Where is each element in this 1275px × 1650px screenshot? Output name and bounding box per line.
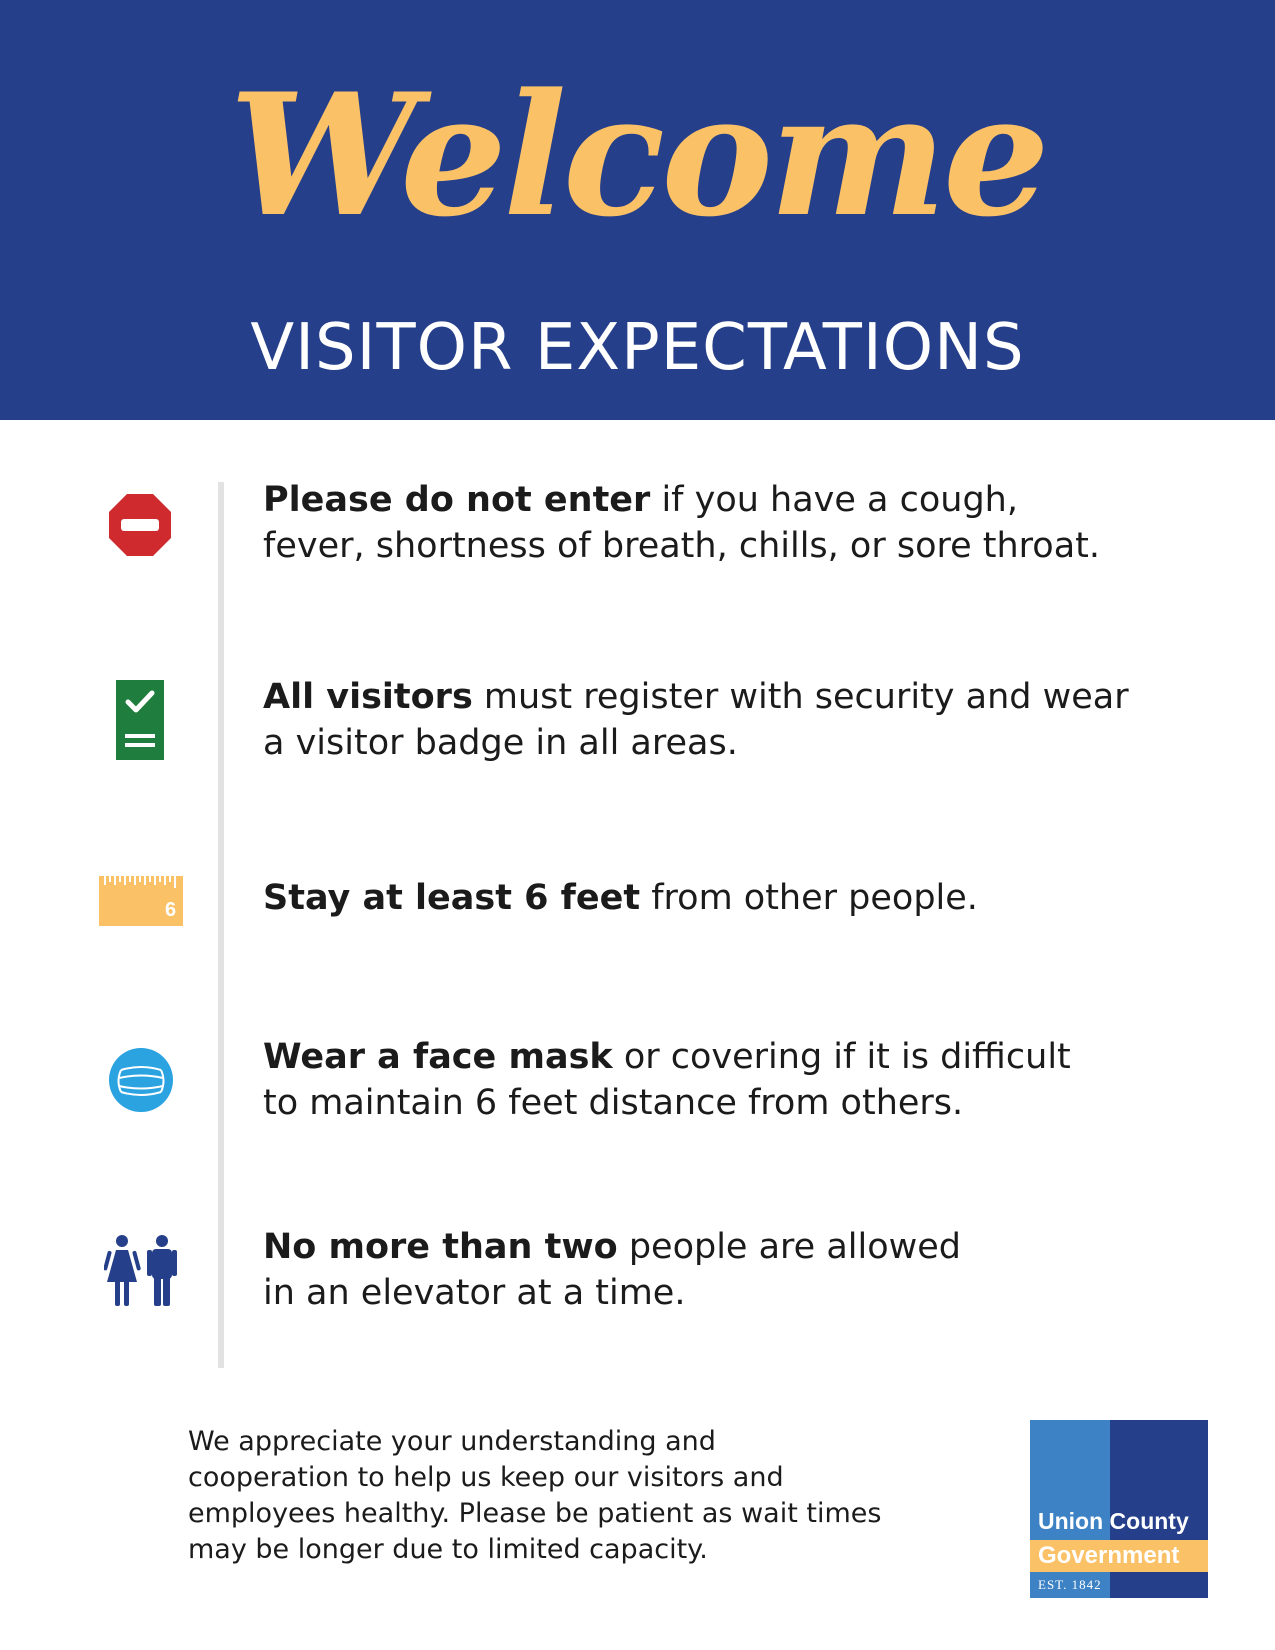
rule-line-1 bbox=[263, 477, 1263, 523]
people-icon bbox=[104, 1234, 180, 1306]
logo-established: EST. 1842 bbox=[1038, 1577, 1102, 1592]
footer-line: employees healthy. Please be patient as wait times bbox=[188, 1498, 882, 1529]
rule-text-rest: if you have a cough, bbox=[650, 480, 1018, 520]
rule-elevator bbox=[263, 1224, 1263, 1316]
logo-name-line-1 bbox=[1038, 1506, 1189, 1536]
rule-bold-text: All visitors bbox=[263, 677, 473, 717]
checklist-badge-icon bbox=[116, 680, 164, 760]
rule-line-2: a visitor badge in all areas. bbox=[263, 723, 738, 763]
footer-message bbox=[188, 1424, 968, 1568]
rule-line-1 bbox=[263, 1034, 1263, 1080]
ruler-number: 6 bbox=[165, 899, 177, 921]
rule-text-rest: people are allowed bbox=[617, 1227, 962, 1267]
logo-word-county: County bbox=[1109, 1508, 1189, 1534]
rule-line-1 bbox=[263, 674, 1263, 720]
face-mask-icon bbox=[108, 1048, 174, 1112]
rule-face-mask bbox=[263, 1034, 1263, 1126]
county-logo bbox=[1030, 1420, 1208, 1598]
footer-line: may be longer due to limited capacity. bbox=[188, 1534, 708, 1565]
footer-line: We appreciate your understanding and bbox=[188, 1426, 716, 1457]
rule-text-rest: or covering if it is difficult bbox=[612, 1037, 1071, 1077]
page-subtitle: VISITOR EXPECTATIONS bbox=[250, 311, 1025, 385]
rule-visitor-badge bbox=[263, 674, 1263, 766]
rule-text-rest: from other people. bbox=[640, 878, 978, 918]
rule-line-1 bbox=[263, 1224, 1263, 1270]
rule-distance bbox=[263, 875, 1263, 921]
rule-bold-text: Wear a face mask bbox=[263, 1037, 613, 1077]
footer-line: cooperation to help us keep our visitors and bbox=[188, 1462, 784, 1493]
rule-line-2: fever, shortness of breath, chills, or sore throat. bbox=[263, 526, 1101, 566]
logo-word-government: Government bbox=[1038, 1542, 1180, 1569]
rule-line-2: to maintain 6 feet distance from others. bbox=[263, 1083, 964, 1123]
ruler-icon bbox=[99, 876, 183, 926]
rule-bold-text: Stay at least 6 feet bbox=[263, 878, 641, 918]
rule-no-entry bbox=[263, 477, 1263, 569]
rule-line-2: in an elevator at a time. bbox=[263, 1273, 686, 1313]
rule-bold-text: Please do not enter bbox=[263, 480, 651, 520]
welcome-title: Welcome bbox=[229, 56, 1046, 254]
header-banner bbox=[0, 0, 1275, 420]
stop-sign-icon bbox=[108, 493, 172, 557]
rule-bold-text: No more than two bbox=[263, 1227, 618, 1267]
vertical-divider bbox=[218, 482, 224, 1368]
rule-line-1 bbox=[263, 875, 1263, 921]
rule-text-rest: must register with security and wear bbox=[472, 677, 1129, 717]
logo-word-union: Union bbox=[1038, 1508, 1104, 1534]
